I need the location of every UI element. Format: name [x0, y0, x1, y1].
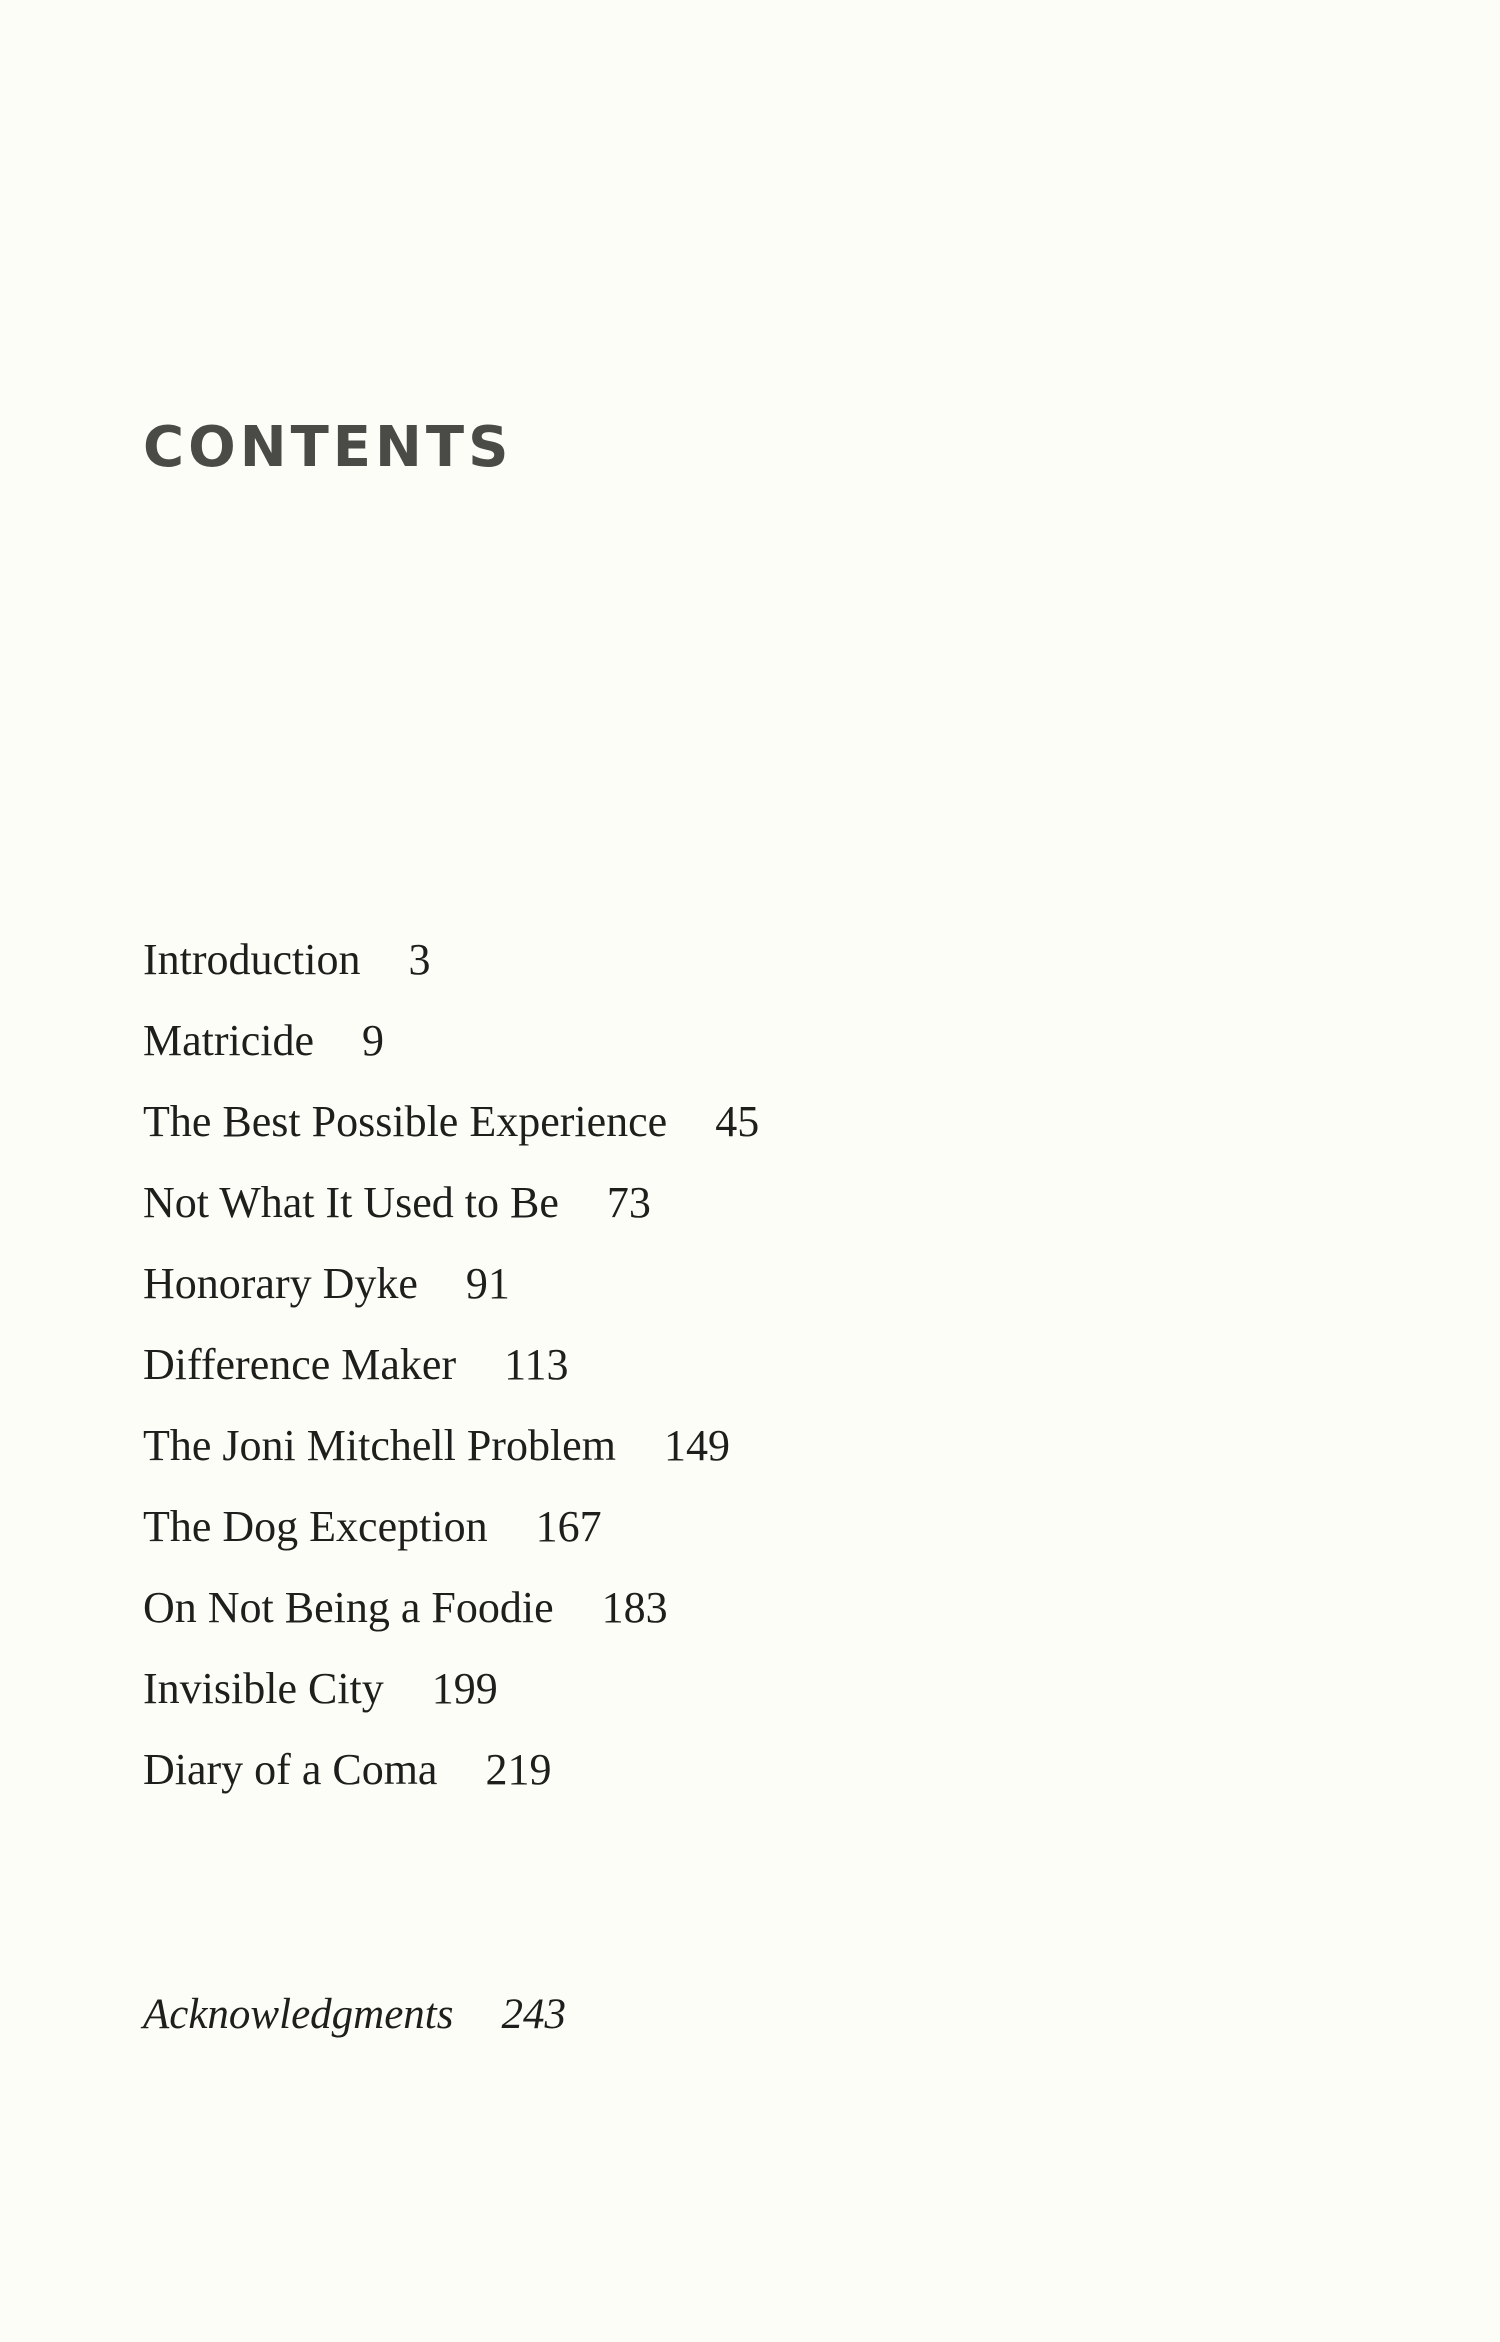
toc-entry-page: 199 [431, 1664, 498, 1713]
acknowledgments-title: Acknowledgments [143, 1991, 454, 2038]
toc-entry-title: Introduction [143, 935, 361, 984]
toc-list [143, 925, 759, 1816]
toc-entry-page: 219 [485, 1745, 552, 1794]
toc-entry-title: The Joni Mitchell Problem [143, 1421, 616, 1470]
toc-entry-page: 73 [606, 1178, 651, 1227]
toc-entry [143, 1006, 759, 1087]
toc-entry-page: 3 [408, 935, 431, 984]
toc-entry-title: Invisible City [143, 1664, 384, 1713]
toc-entry-title: On Not Being a Foodie [143, 1583, 554, 1632]
toc-entry-page: 9 [362, 1016, 385, 1065]
toc-entry-page: 167 [535, 1502, 602, 1551]
toc-entry-title: Honorary Dyke [143, 1259, 418, 1308]
toc-entry-page: 113 [504, 1340, 569, 1389]
toc-entry-page: 91 [465, 1259, 510, 1308]
toc-entry-title: Not What It Used to Be [143, 1178, 559, 1227]
toc-entry [143, 1492, 759, 1573]
toc-entry-page: 183 [601, 1583, 668, 1632]
toc-entry-title: The Dog Exception [143, 1502, 488, 1551]
toc-entry-page: 149 [663, 1421, 730, 1470]
toc-entry-title: Diary of a Coma [143, 1745, 438, 1794]
toc-entry [143, 1087, 759, 1168]
toc-entry [143, 925, 759, 1006]
toc-entry-title: Matricide [143, 1016, 315, 1065]
toc-entry [143, 1249, 759, 1330]
toc-entry [143, 1330, 759, 1411]
toc-entry-title: The Best Possible Experience [143, 1097, 668, 1146]
toc-entry [143, 1573, 759, 1654]
toc-entry-title: Difference Maker [143, 1340, 457, 1389]
toc-entry [143, 1654, 759, 1735]
toc-entry [143, 1168, 759, 1249]
toc-entry [143, 1411, 759, 1492]
contents-heading: CONTENTS [143, 415, 513, 480]
toc-entry-page: 45 [715, 1097, 760, 1146]
acknowledgments-entry [143, 1980, 566, 2050]
acknowledgments-page: 243 [501, 1991, 566, 2038]
toc-entry [143, 1735, 759, 1816]
